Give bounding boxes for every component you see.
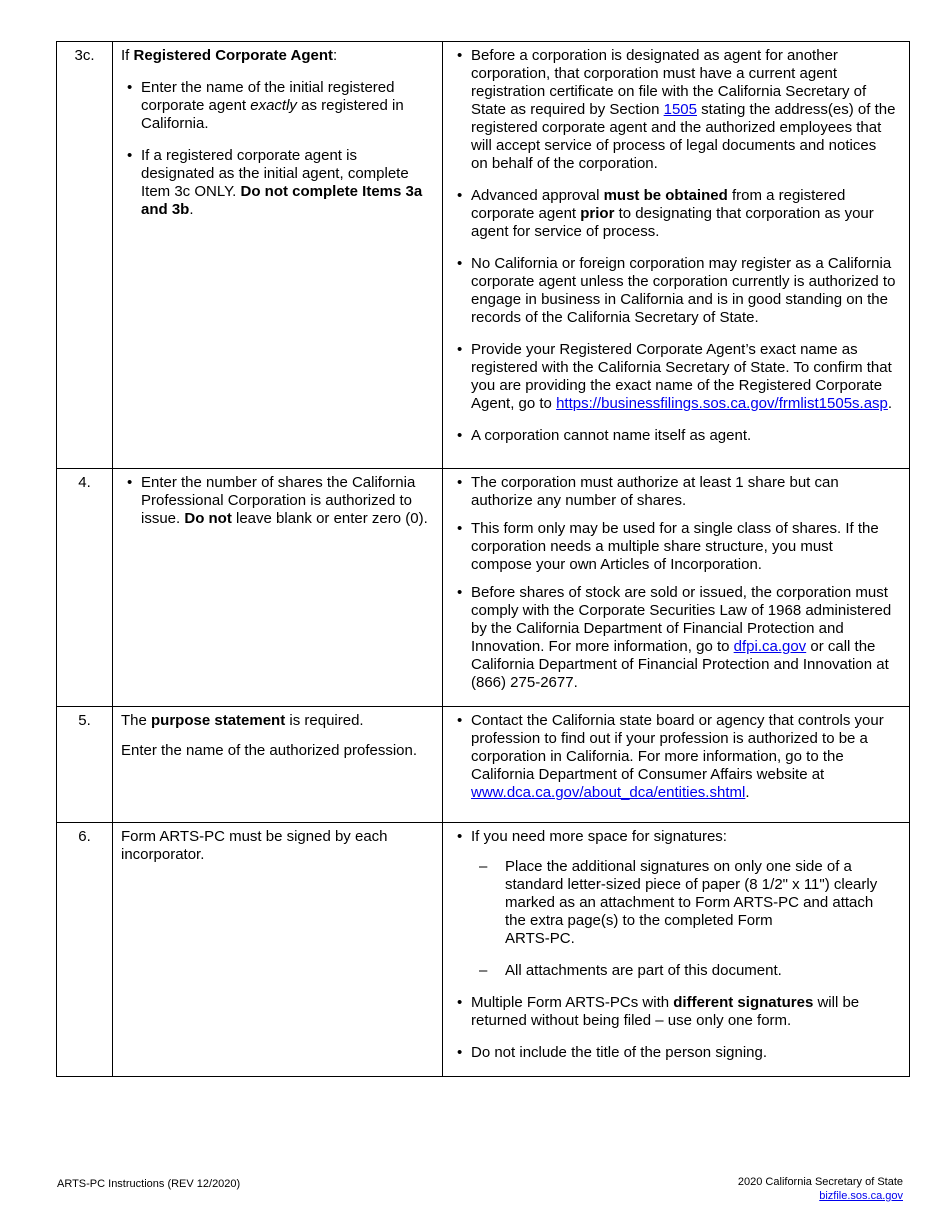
item-number: 3c.	[57, 42, 113, 469]
sub-list-item: – Place the additional signatures on only one side of a standard letter-sized piece of paper (8 1/2" x 11") clearly marked as an attachment to Form ARTS-PC and attach the extra page(s) to the completed Form ARTS-PC.	[471, 858, 897, 948]
item-heading: If Registered Corporate Agent:	[121, 47, 338, 64]
item-heading: The purpose statement is required.	[121, 712, 364, 729]
list-item: • No California or foreign corporation may register as a California corporate agent unless the corporation currently is authorized to engage in business in California and is in good standing on the records of the California Secretary of State.	[457, 255, 897, 327]
item-instruction	[113, 823, 443, 1077]
list-item: • Advanced approval must be obtained from a registered corporate agent prior to designating that corporation as your agent for service of process.	[457, 187, 897, 241]
item-instruction	[113, 707, 443, 823]
item-number: 4.	[57, 469, 113, 707]
frmlist1505-link[interactable]: https://businessfilings.sos.ca.gov/frmlist1505s.asp	[556, 395, 888, 412]
item-notes	[443, 42, 910, 469]
instruction-list	[121, 474, 434, 528]
item-notes	[443, 707, 910, 823]
item-text: Form ARTS-PC must be signed by each incorporator.	[121, 828, 388, 863]
list-item: • If you need more space for signatures: – Place the additional signatures on only one side of a standard letter-sized piece of paper (8 1/2" x 11") clearly marked as an attachment to Form ARTS-PC and attach the extra page(s) to the completed Form ARTS-PC. – All attachments are part of this document.	[457, 828, 897, 980]
notes-list	[457, 474, 897, 692]
item-text: Enter the name of the authorized profession.	[121, 742, 418, 759]
item-instruction	[113, 42, 443, 469]
instruction-list	[121, 79, 434, 219]
section-1505-link[interactable]: 1505	[663, 101, 697, 118]
list-item: • Enter the name of the initial registered corporate agent exactly as registered in California.	[121, 79, 434, 133]
table-row-6	[57, 823, 910, 1077]
list-item: • A corporation cannot name itself as agent.	[457, 427, 897, 445]
notes-list	[457, 47, 897, 445]
copyright-text: 2020 California Secretary of State	[737, 1176, 903, 1188]
item-instruction	[113, 469, 443, 707]
sub-list-item: – All attachments are part of this document.	[471, 962, 897, 980]
list-item: • Do not include the title of the person signing.	[457, 1044, 897, 1062]
table-row-4	[57, 469, 910, 707]
item-number: 6.	[57, 823, 113, 1077]
list-item: • Multiple Form ARTS-PCs with different signatures will be returned without being filed – use only one form.	[457, 994, 897, 1030]
list-item: • Enter the number of shares the California Professional Corporation is authorized to issue. Do not leave blank or enter zero (0).	[121, 474, 434, 528]
table-row-5	[57, 707, 910, 823]
item-number: 5.	[57, 707, 113, 823]
sub-list	[471, 858, 897, 980]
instructions-table	[56, 41, 910, 1077]
dca-entities-link[interactable]: www.dca.ca.gov/about_dca/entities.shtml	[471, 784, 746, 801]
item-notes	[443, 469, 910, 707]
list-item: • This form only may be used for a single class of shares. If the corporation needs a multiple share structure, you must compose your own Articles of Incorporation.	[457, 520, 897, 574]
list-item: • The corporation must authorize at least 1 share but can authorize any number of shares.	[457, 474, 897, 510]
list-item: • Contact the California state board or agency that controls your profession to find out if your profession is authorized to be a corporation in California. For more information, go to the California Department of Consumer Affairs website at www.dca.ca.gov/about_dca/entities.shtml.	[457, 712, 897, 802]
dfpi-link[interactable]: dfpi.ca.gov	[733, 638, 807, 655]
list-item: • If a registered corporate agent is designated as the initial agent, complete Item 3c ONLY. Do not complete Items 3a and 3b.	[121, 147, 434, 219]
list-item: • Before shares of stock are sold or issued, the corporation must comply with the Corporate Securities Law of 1968 administered by the California Department of Financial Protection and Innovation. For more information, go to dfpi.ca.gov or call the California Department of Financial Protection and Innovation at (866) 275-2677.	[457, 584, 897, 692]
form-revision-footer: ARTS-PC Instructions (REV 12/2020)	[57, 1178, 241, 1190]
list-item: • Provide your Registered Corporate Agent’s exact name as registered with the California Secretary of State. To confirm that you are providing the exact name of the Registered Corporate Agent, go to https://businessfilings.sos.ca.gov/frmlist1505s.asp.	[457, 341, 897, 413]
list-item: • Before a corporation is designated as agent for another corporation, that corporation must have a current agent registration certificate on file with the California Secretary of State as required by Section 1505 stating the address(es) of the registered corporate agent and the authorized employees that will accept service of process of legal documents and notices on behalf of the corporation.	[457, 47, 897, 173]
item-notes	[443, 823, 910, 1077]
notes-list	[457, 828, 897, 1062]
notes-list	[457, 712, 897, 802]
copyright-footer	[738, 1175, 903, 1203]
table-row-3c	[57, 42, 910, 469]
bizfile-link[interactable]: bizfile.sos.ca.gov	[819, 1190, 903, 1202]
